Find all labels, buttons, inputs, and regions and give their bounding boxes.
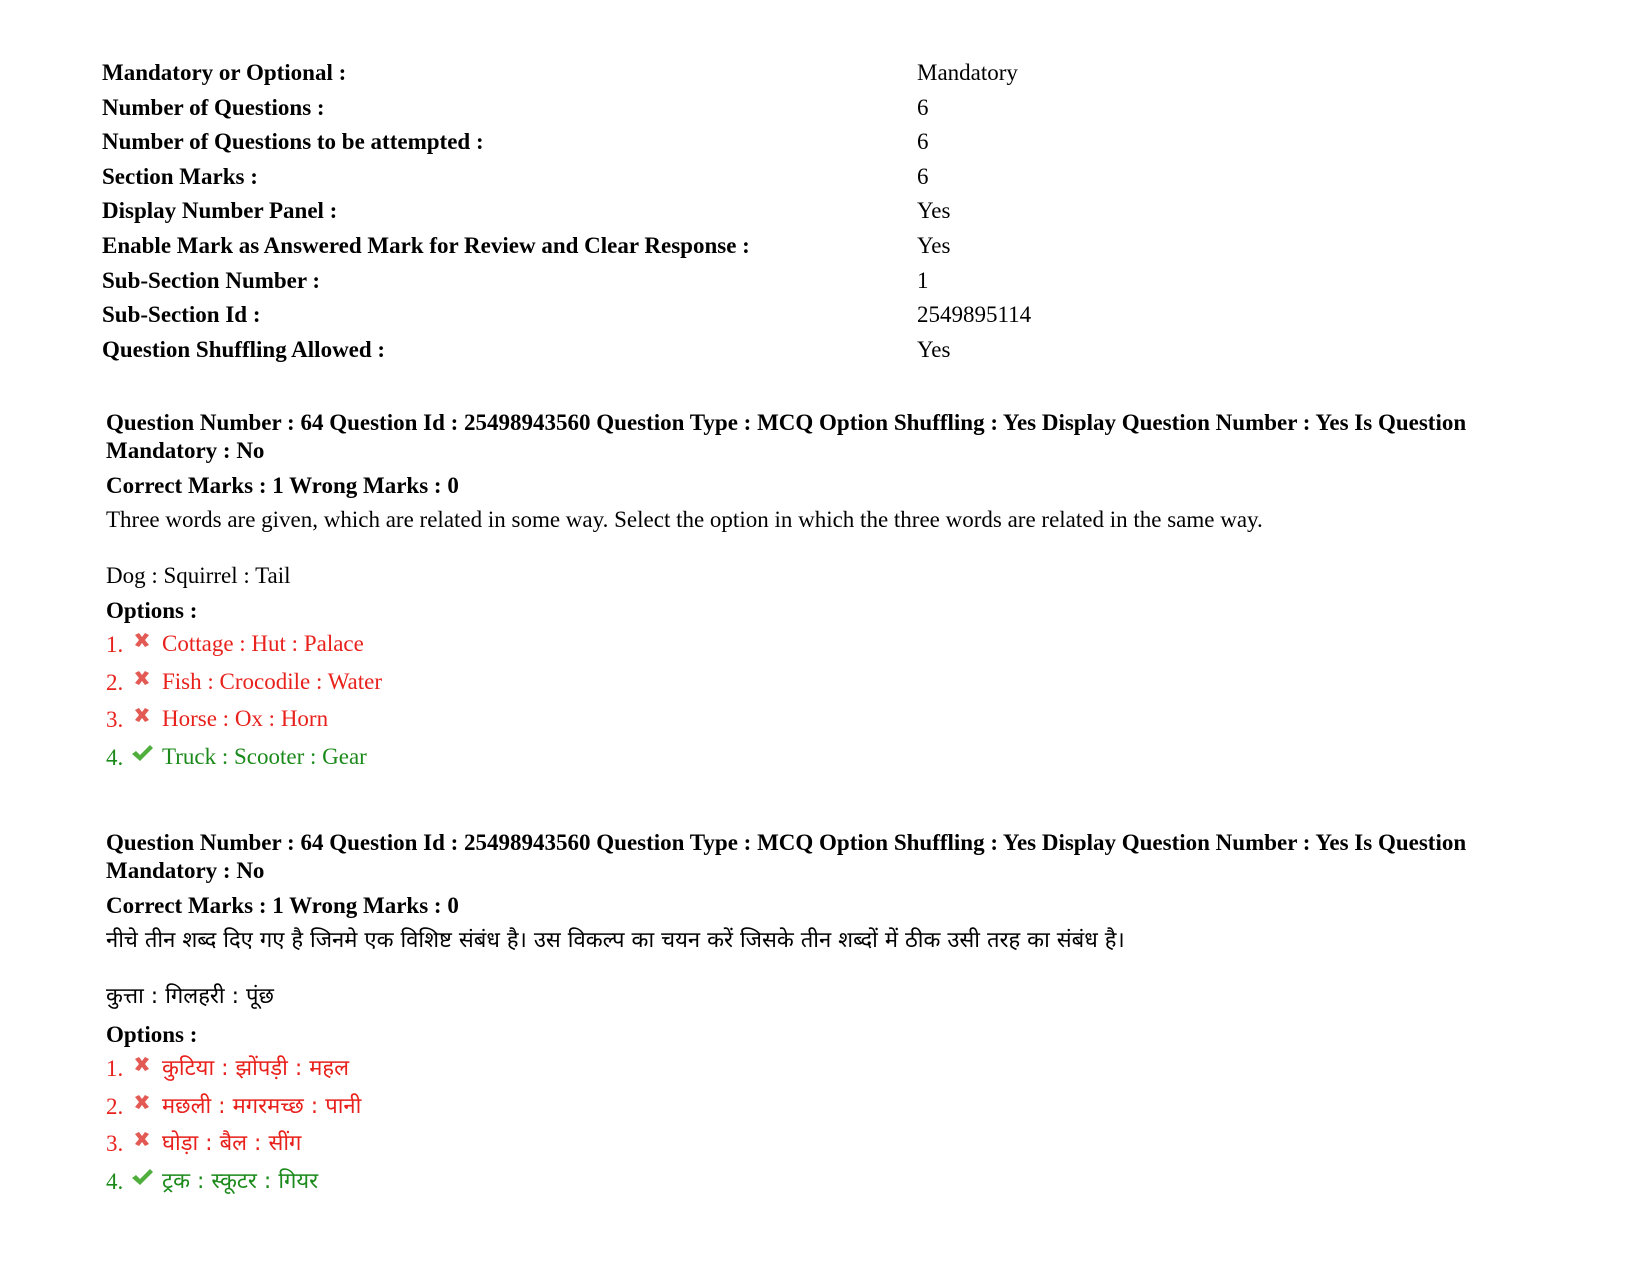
question-text: नीचे तीन शब्द दिए गए है जिनमे एक विशिष्ट संबंध है। उस विकल्प का चयन करें जिसके तीन शब्दों में ठीक उसी तरह का संबंध है। xyxy=(106,928,1125,953)
option-text: Truck : Scooter : Gear xyxy=(162,743,367,769)
cross-icon xyxy=(131,1091,153,1113)
cross-icon xyxy=(131,1128,153,1150)
meta-value: Yes xyxy=(917,232,951,258)
meta-row-mandatory xyxy=(102,56,1302,91)
option-number: 4. xyxy=(106,1168,124,1194)
option-3 xyxy=(106,1124,1546,1162)
option-number: 3. xyxy=(106,1131,124,1156)
option-text: Cottage : Hut : Palace xyxy=(162,631,364,656)
option-number: 1. xyxy=(106,632,124,657)
meta-label: Sub-Section Number : xyxy=(102,267,321,293)
option-1 xyxy=(106,1049,1546,1087)
meta-label: Sub-Section Id : xyxy=(102,302,261,328)
meta-row-sub-section-number xyxy=(102,264,1302,299)
question-text: Three words are given, which are related in some way. Select the option in which the three words are related in the same way. xyxy=(106,507,1263,532)
meta-row-questions-attempted xyxy=(102,125,1302,160)
meta-row-enable-mark xyxy=(102,229,1302,264)
meta-label: Section Marks : xyxy=(102,163,258,189)
option-3 xyxy=(106,700,1546,738)
question-marks: Correct Marks : 1 Wrong Marks : 0 xyxy=(106,473,459,498)
meta-value: 6 xyxy=(917,94,929,120)
meta-value: 2549895114 xyxy=(917,302,1032,328)
meta-label: Display Number Panel : xyxy=(102,198,338,224)
section-meta-table xyxy=(102,56,1302,367)
option-text: मछली : मगरमच्छ : पानी xyxy=(162,1093,362,1119)
meta-value: Yes xyxy=(917,336,951,362)
meta-value: 6 xyxy=(917,163,929,189)
meta-value: 1 xyxy=(917,267,929,293)
cross-icon xyxy=(131,629,153,651)
option-text: Fish : Crocodile : Water xyxy=(162,668,383,694)
option-4 xyxy=(106,738,1546,776)
question-header: Question Number : 64 Question Id : 25498943560 Question Type : MCQ Option Shuffling : Yes Display Question Number : Yes Is Question Mandatory : No xyxy=(106,410,1467,463)
option-number: 4. xyxy=(106,744,124,770)
option-text: Horse : Ox : Horn xyxy=(162,706,329,731)
meta-row-question-shuffling xyxy=(102,333,1302,368)
option-number: 3. xyxy=(106,707,124,732)
cross-icon xyxy=(131,667,153,689)
options-label: Options : xyxy=(106,598,198,623)
cross-icon xyxy=(131,704,153,726)
question-block-english xyxy=(106,409,1546,775)
option-text: कुटिया : झोंपड़ी : महल xyxy=(162,1056,349,1081)
meta-value: 6 xyxy=(917,129,929,155)
meta-label: Question Shuffling Allowed : xyxy=(102,336,386,362)
option-2 xyxy=(106,663,1546,701)
options-label: Options : xyxy=(106,1022,198,1047)
meta-label: Mandatory or Optional : xyxy=(102,60,347,85)
cross-icon xyxy=(131,1053,153,1075)
meta-label: Enable Mark as Answered Mark for Review and Clear Response : xyxy=(102,232,750,258)
option-2 xyxy=(106,1087,1546,1125)
meta-row-section-marks xyxy=(102,160,1302,195)
option-text: ट्रक : स्कूटर : गियर xyxy=(162,1168,319,1194)
options-list xyxy=(106,1049,1546,1199)
option-4 xyxy=(106,1162,1546,1200)
meta-row-sub-section-id xyxy=(102,298,1302,333)
question-header: Question Number : 64 Question Id : 25498943560 Question Type : MCQ Option Shuffling : Yes Display Question Number : Yes Is Question Mandatory : No xyxy=(106,830,1467,883)
option-number: 1. xyxy=(106,1056,124,1081)
question-words: कुत्ता : गिलहरी : पूंछ xyxy=(106,984,274,1009)
option-text: घोड़ा : बैल : सींग xyxy=(162,1131,302,1156)
option-1 xyxy=(106,625,1546,663)
options-list xyxy=(106,625,1546,775)
check-icon xyxy=(131,742,153,764)
question-words: Dog : Squirrel : Tail xyxy=(106,563,291,588)
option-number: 2. xyxy=(106,1093,124,1119)
meta-value: Mandatory xyxy=(917,60,1018,85)
check-icon xyxy=(131,1166,153,1188)
meta-row-display-number-panel xyxy=(102,194,1302,229)
meta-label: Number of Questions to be attempted : xyxy=(102,129,484,155)
question-marks: Correct Marks : 1 Wrong Marks : 0 xyxy=(106,893,459,918)
meta-value: Yes xyxy=(917,198,951,224)
meta-row-number-of-questions xyxy=(102,91,1302,126)
meta-label: Number of Questions : xyxy=(102,94,325,120)
option-number: 2. xyxy=(106,669,124,695)
question-block-hindi xyxy=(106,829,1546,1199)
